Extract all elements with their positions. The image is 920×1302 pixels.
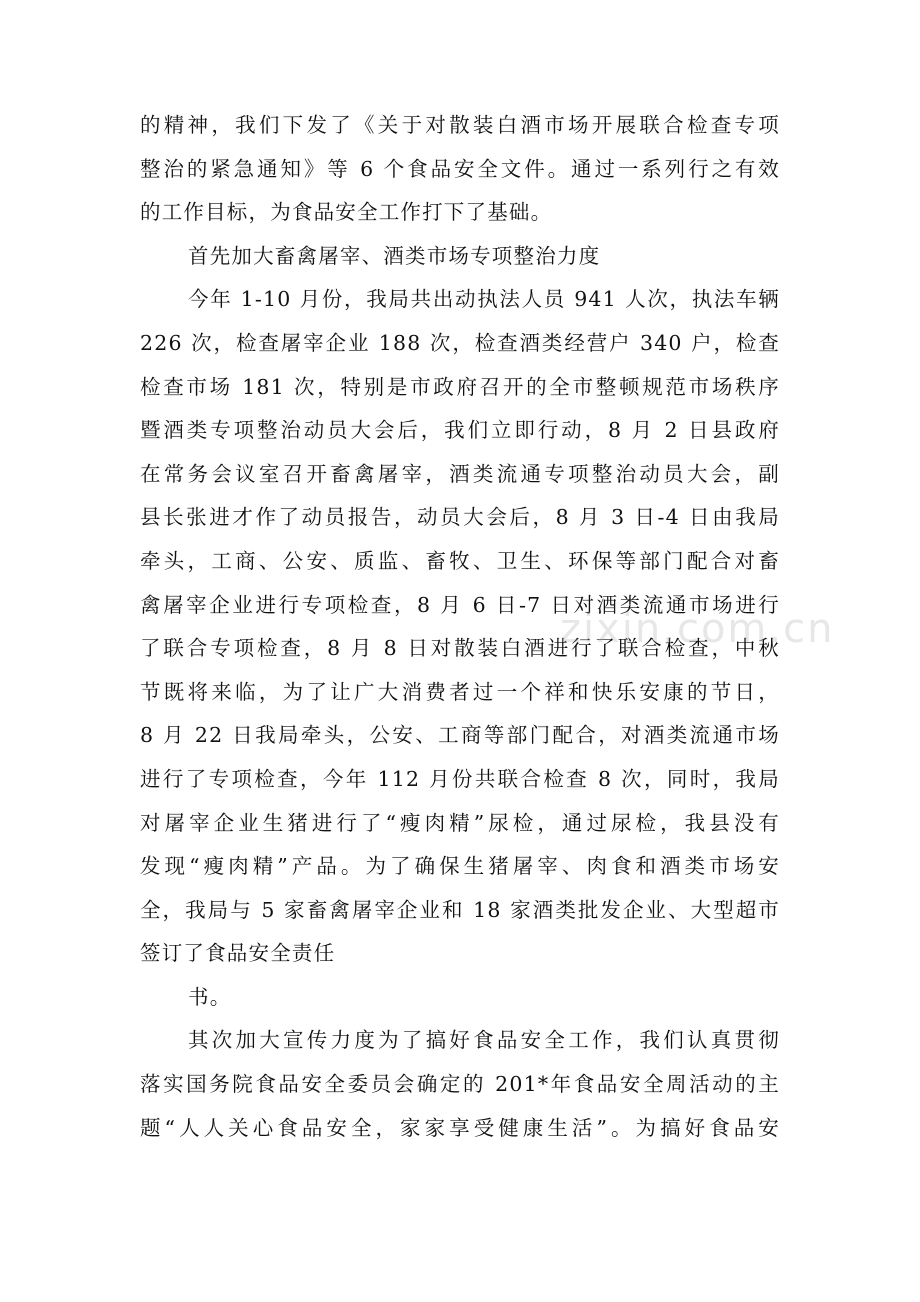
text-line: 全，我局与 5 家畜禽屠宰企业和 18 家酒类批发企业、大型超市 bbox=[140, 897, 780, 922]
text-line: 的精神，我们下发了《关于对散装白酒市场开展联合检查专项 bbox=[140, 113, 780, 137]
text-line: 的工作目标，为食品安全工作打下了基础。 bbox=[140, 200, 553, 225]
text-line: 发现“瘦肉精”产品。为了确保生猪屠宰、肉食和酒类市场安 bbox=[140, 854, 780, 879]
document-body bbox=[140, 104, 780, 1150]
text-line: 整治的紧急通知》等 6 个食品安全文件。通过一系列行之有效 bbox=[140, 156, 780, 181]
text-line: 县长张进才作了动员报告，动员大会后，8 月 3 日-4 日由我局 bbox=[140, 505, 780, 530]
text-line: 今年 1-10 月份，我局共出动执法人员 941 人次，执法车辆 bbox=[188, 287, 780, 312]
text-line: 进行了专项检查，今年 112 月份共联合检查 8 次，同时，我局 bbox=[140, 766, 780, 791]
text-line: 节既将来临，为了让广大消费者过一个祥和快乐安康的节日， bbox=[140, 679, 780, 704]
text-line: 其次加大宣传力度为了搞好食品安全工作，我们认真贯彻 bbox=[188, 1028, 780, 1053]
text-line: 题“人人关心食品安全，家家享受健康生活”。为搞好食品安 bbox=[140, 1115, 780, 1140]
text-line: 书。 bbox=[188, 984, 232, 1009]
text-line: 暨酒类专项整治动员大会后，我们立即行动，8 月 2 日县政府 bbox=[140, 418, 780, 443]
text-line: 在常务会议室召开畜禽屠宰，酒类流通专项整治动员大会，副 bbox=[140, 461, 780, 486]
text-line: 禽屠宰企业进行专项检查，8 月 6 日-7 日对酒类流通市场进行 bbox=[140, 592, 780, 617]
watermark: zixin.com.cn bbox=[560, 606, 835, 652]
text-line: 签订了食品安全责任 bbox=[140, 941, 336, 966]
text-line: 8 月 22 日我局牵头，公安、工商等部门配合，对酒类流通市场 bbox=[140, 723, 780, 748]
text-line: 首先加大畜禽屠宰、酒类市场专项整治力度 bbox=[188, 243, 601, 268]
text-line: 检查市场 181 次，特别是市政府召开的全市整顿规范市场秩序 bbox=[140, 374, 780, 399]
text-line: 落实国务院食品安全委员会确定的 201*年食品安全周活动的主 bbox=[140, 1072, 780, 1097]
text-line: 对屠宰企业生猪进行了“瘦肉精”尿检，通过尿检，我县没有 bbox=[140, 810, 780, 835]
text-line: 了联合专项检查，8 月 8 日对散装白酒进行了联合检查，中秋 bbox=[140, 636, 780, 661]
text-line: 牵头，工商、公安、质监、畜牧、卫生、环保等部门配合对畜 bbox=[140, 548, 780, 573]
text-line: 226 次，检查屠宰企业 188 次，检查酒类经营户 340 户，检查 bbox=[140, 330, 780, 355]
